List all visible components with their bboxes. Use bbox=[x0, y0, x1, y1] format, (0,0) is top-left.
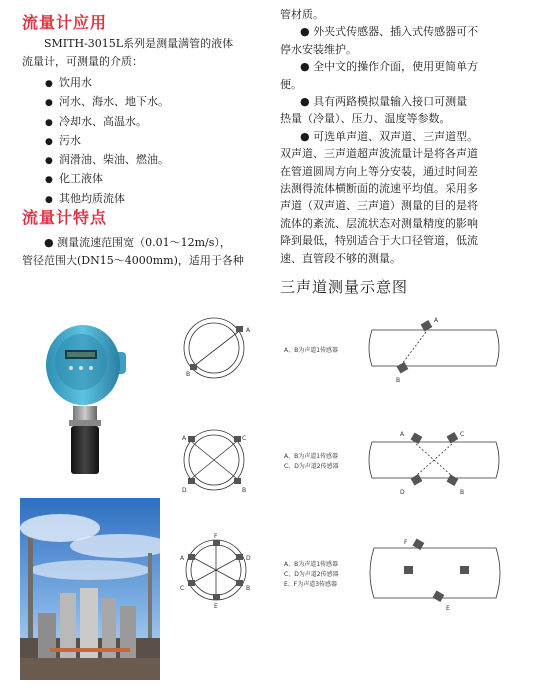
svg-text:D: D bbox=[400, 489, 405, 496]
text-line: 在管道圆周方向上等分安装，通过时间差 bbox=[280, 164, 478, 178]
text-line: 流体的紊流、层流状态对测量精度的影响 bbox=[280, 216, 478, 230]
flowmeter-device-image bbox=[35, 320, 140, 485]
text-line: ● 外夹式传感器、插入式传感器可不 bbox=[300, 25, 479, 39]
svg-text:D: D bbox=[246, 555, 251, 562]
features-heading: 流量计特点 bbox=[22, 208, 108, 227]
svg-text:A、B为声道1传感器: A、B为声道1传感器 bbox=[284, 347, 339, 354]
list-item: ● 润滑油、柴油、燃油。 bbox=[45, 153, 169, 167]
diagram-title: 三声道测量示意图 bbox=[280, 278, 409, 296]
svg-text:C: C bbox=[242, 435, 247, 442]
text-line: ● 具有两路模拟量输入接口可测量 bbox=[300, 95, 468, 109]
text-line: 管材质。 bbox=[280, 8, 324, 21]
text-line: 法测得流体横断面的流速平均值。采用多 bbox=[280, 182, 478, 196]
svg-text:C、D为声道2传感器: C、D为声道2传感器 bbox=[284, 571, 339, 578]
svg-text:A: A bbox=[434, 317, 439, 324]
list-item: ● 化工液体 bbox=[45, 172, 103, 186]
text-line: 双声道、三声道超声波流量计是将各声道 bbox=[280, 147, 478, 161]
svg-text:C: C bbox=[460, 431, 465, 438]
list-item: ● 冷却水、高温水。 bbox=[45, 114, 147, 128]
intro-line-2: 流量计，可测量的介质： bbox=[22, 55, 143, 68]
text-line: 速、直管段不够的测量。 bbox=[280, 251, 401, 265]
text-line: 便。 bbox=[280, 77, 302, 91]
svg-text:D: D bbox=[182, 487, 187, 494]
svg-text:C: C bbox=[180, 585, 185, 592]
list-item: ● 饮用水 bbox=[45, 76, 92, 89]
svg-text:B: B bbox=[246, 585, 251, 592]
svg-text:E: E bbox=[446, 605, 450, 612]
list-item: ● 污水 bbox=[45, 133, 81, 147]
svg-text:E: E bbox=[214, 603, 218, 610]
svg-text:A: A bbox=[180, 555, 185, 562]
list-item: ● 其他均质流体 bbox=[45, 191, 125, 205]
svg-text:B: B bbox=[186, 371, 191, 378]
text-line: 降到最低，特别适合于大口径管道，低流 bbox=[280, 234, 478, 248]
svg-text:F: F bbox=[214, 533, 218, 540]
svg-text:B: B bbox=[242, 487, 247, 494]
feature-line-1: ● 测量流速范围宽（0.01～12m/s）， bbox=[44, 236, 231, 249]
text-line: 声道（双声道、三声道）测量的目的是将 bbox=[280, 199, 478, 213]
svg-text:A、B为声道1传感器: A、B为声道1传感器 bbox=[284, 561, 339, 568]
application-heading: 流量计应用 bbox=[22, 13, 108, 32]
right-text bbox=[280, 6, 530, 267]
svg-text:A、B为声道1传感器: A、B为声道1传感器 bbox=[284, 453, 339, 460]
svg-text:A: A bbox=[400, 431, 405, 438]
text-line: 停水安装维护。 bbox=[280, 42, 357, 56]
svg-text:F: F bbox=[404, 539, 408, 546]
text-line: ● 全中文的操作介面，使用更简单方 bbox=[300, 60, 479, 74]
svg-text:B: B bbox=[460, 489, 465, 496]
text-line: ● 可选单声道、双声道、三声道型。 bbox=[300, 129, 479, 143]
feature-line-2: 管径范围大(DN15～4000mm)，适用于各种 bbox=[22, 254, 244, 267]
media-list bbox=[45, 74, 169, 209]
channel-measurement-diagram bbox=[176, 310, 506, 630]
svg-text:C、D为声道2传感器: C、D为声道2传感器 bbox=[284, 463, 339, 470]
text-line: 热量（冷量）、压力、温度等参数。 bbox=[280, 112, 451, 126]
intro-line-1: SMITH-3015L系列是测量满管的液体 bbox=[44, 37, 234, 50]
svg-text:E、F为声道3传感器: E、F为声道3传感器 bbox=[284, 581, 338, 588]
svg-text:B: B bbox=[396, 377, 401, 384]
svg-text:A: A bbox=[182, 435, 187, 442]
svg-text:A: A bbox=[246, 327, 251, 334]
list-item: ● 河水、海水、地下水。 bbox=[45, 95, 169, 109]
industrial-plant-photo bbox=[20, 498, 160, 680]
